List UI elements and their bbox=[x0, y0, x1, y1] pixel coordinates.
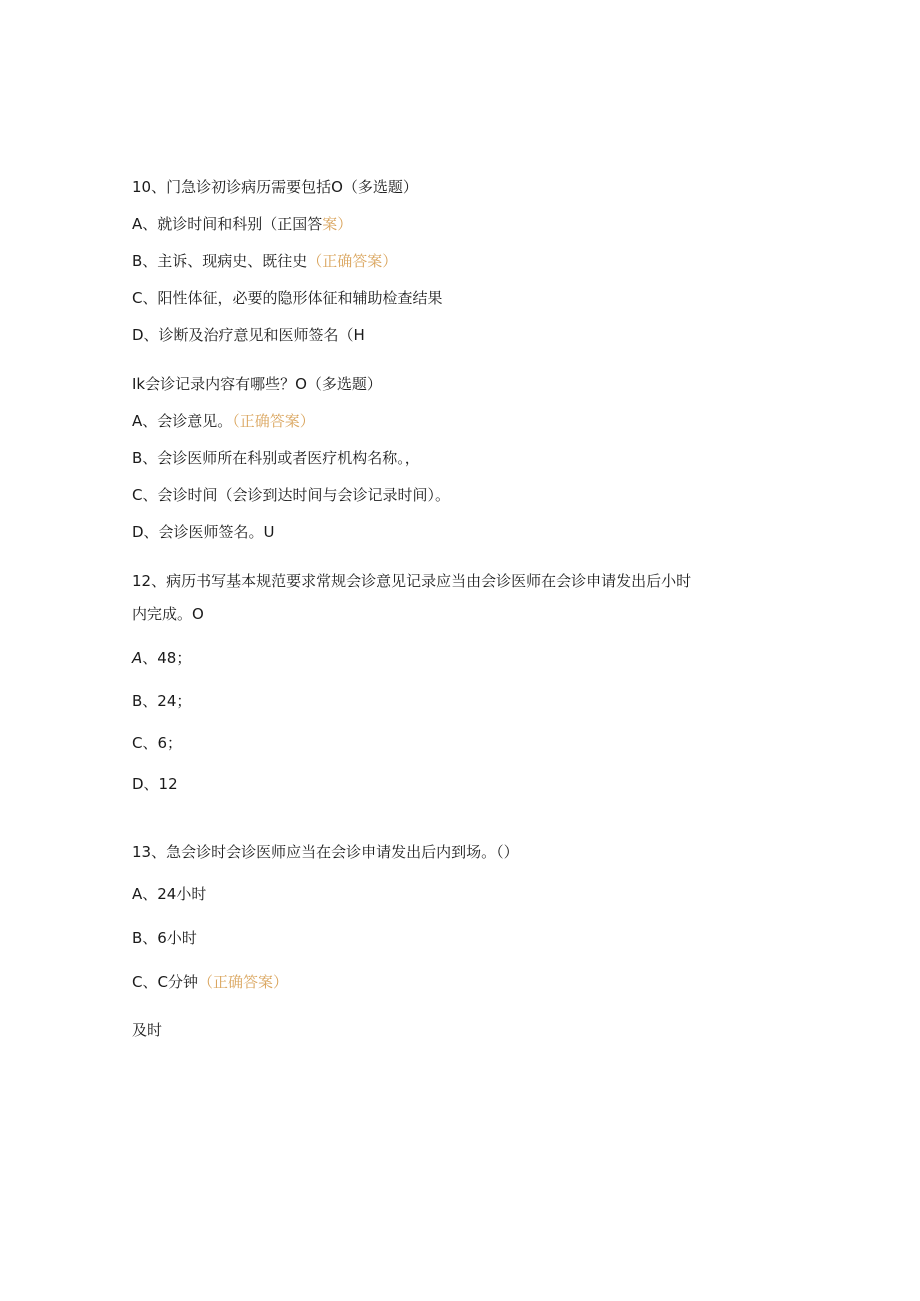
option-text: A、会诊意见。 bbox=[132, 412, 233, 430]
question-11-stem: Ik会诊记录内容有哪些？O（多选题） bbox=[132, 375, 382, 393]
question-11-option-d: D、会诊医师签名。U bbox=[132, 523, 275, 541]
option-text: 、48； bbox=[142, 649, 192, 667]
question-12-option-b: B、24； bbox=[132, 692, 192, 710]
question-11-option-c: C、会诊时间（会诊到达时间与会诊记录时间）。 bbox=[132, 486, 450, 504]
question-10-option-c: C、阳性体征，必要的隐形体征和辅助检查结果 bbox=[132, 289, 443, 307]
question-12-option-a bbox=[132, 648, 191, 668]
option-text: B、主诉、现病史、既往史 bbox=[132, 252, 308, 270]
trailing-text: 及时 bbox=[132, 1021, 163, 1039]
question-10-option-d: D、诊断及治疗意见和医师签名（H bbox=[132, 326, 365, 344]
question-10-option-a bbox=[132, 214, 352, 234]
question-12-stem-line-2: 内完成。O bbox=[132, 605, 204, 623]
question-13-option-a: A、24小时 bbox=[132, 885, 207, 903]
question-13-option-c bbox=[132, 972, 288, 992]
question-12-stem-line-1: 12、病历书写基本规范要求常规会诊意见记录应当由会诊医师在会诊申请发出后小时 bbox=[132, 572, 692, 590]
question-13-stem: 13、急会诊时会诊医师应当在会诊申请发出后内到场。（） bbox=[132, 843, 519, 861]
option-text: A、就诊时间和科别（正国答 bbox=[132, 215, 323, 233]
correct-answer-mark: （正确答案） bbox=[232, 412, 315, 430]
option-text: C、C分钟 bbox=[132, 973, 198, 991]
question-11-option-b: B、会诊医师所在科别或者医疗机构名称。， bbox=[132, 449, 420, 467]
question-10-stem: 10、门急诊初诊病历需要包括O（多选题） bbox=[132, 178, 418, 196]
question-11-option-a bbox=[132, 411, 315, 431]
correct-answer-mark: （正确答案） bbox=[307, 252, 398, 270]
correct-answer-mark: 案） bbox=[322, 215, 353, 233]
question-12-option-c: C、6； bbox=[132, 734, 183, 752]
option-letter: A bbox=[132, 649, 143, 667]
question-12-option-d: D、12 bbox=[132, 775, 178, 793]
correct-answer-mark: （正确答案） bbox=[197, 973, 288, 991]
question-13-option-b: B、6小时 bbox=[132, 929, 197, 947]
question-10-option-b bbox=[132, 251, 397, 271]
